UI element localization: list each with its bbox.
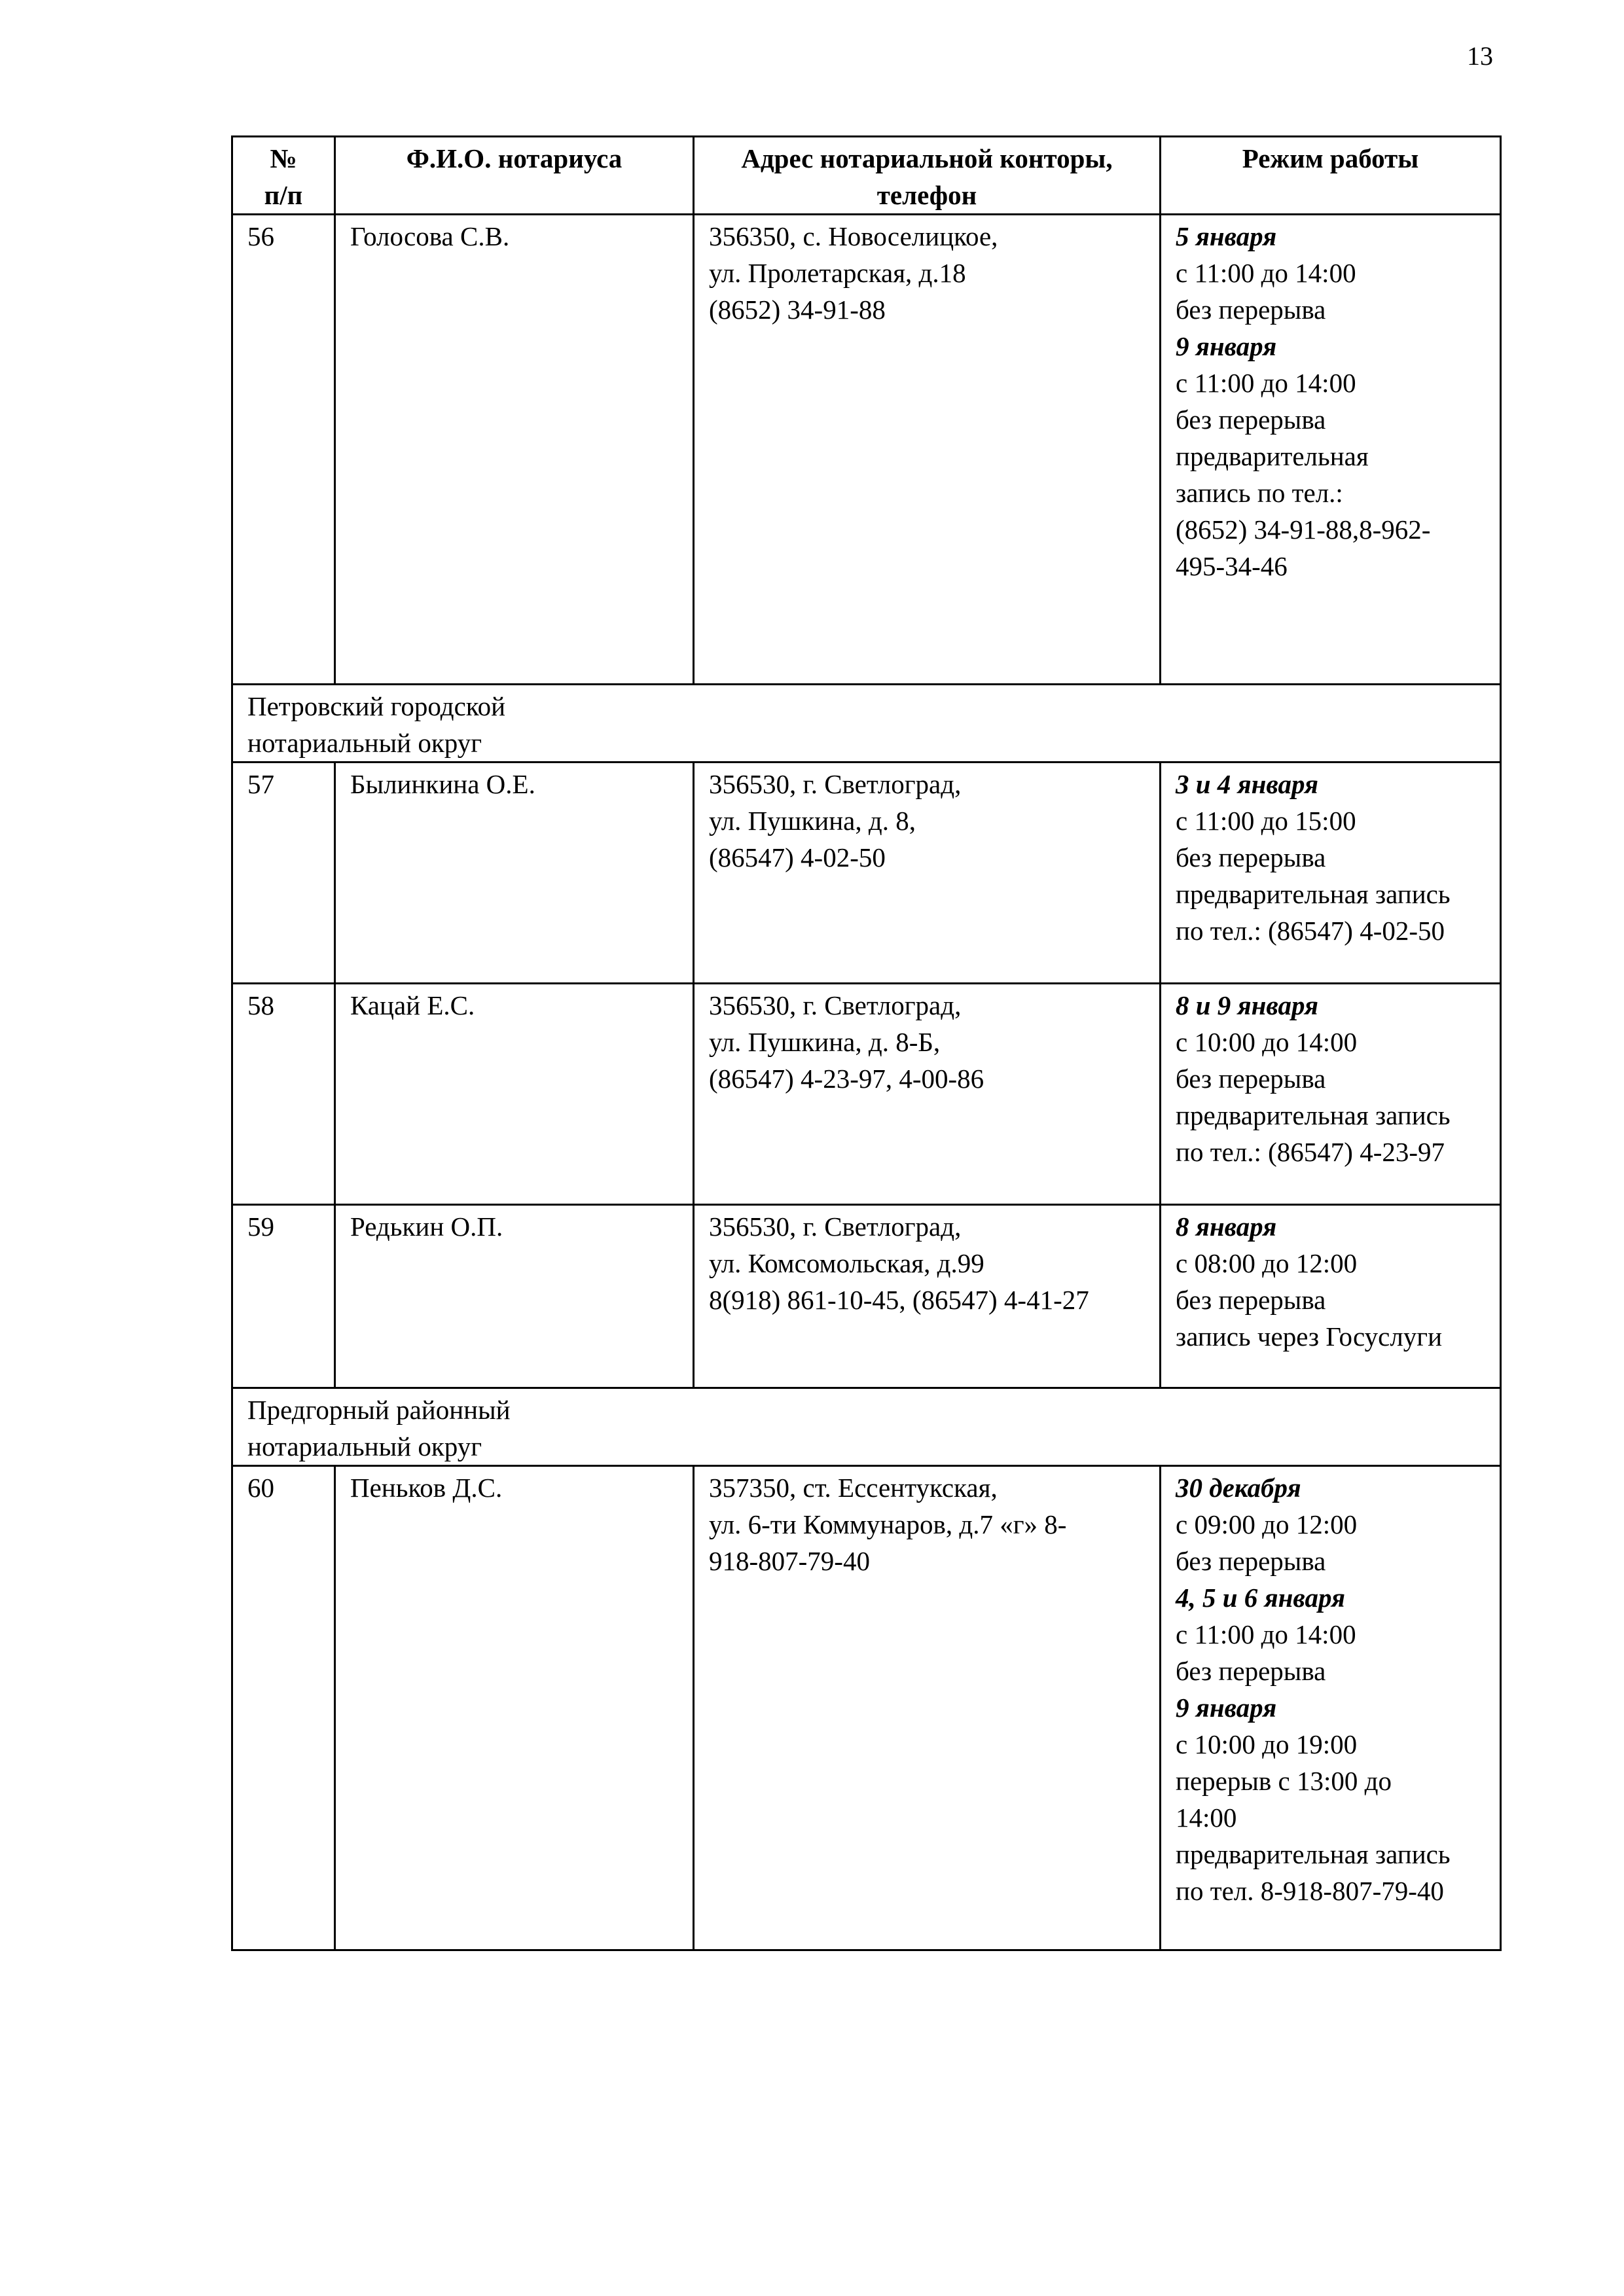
notary-name: Редькин О.П. — [335, 1205, 694, 1388]
schedule-line: по тел.: (86547) 4-02-50 — [1176, 916, 1445, 946]
notary-name: Пеньков Д.С. — [335, 1466, 694, 1950]
address-line: 356530, г. Светлоград, — [709, 769, 962, 799]
group-row — [232, 685, 1501, 762]
work-schedule — [1161, 984, 1501, 1205]
row-number: 60 — [232, 1466, 335, 1950]
schedule-line: запись через Госуслуги — [1176, 1321, 1443, 1352]
address-line: 357350, ст. Ессентукская, — [709, 1473, 998, 1503]
schedule-line: с 11:00 до 15:00 — [1176, 806, 1356, 836]
schedule-date: 4, 5 и 6 января — [1176, 1583, 1346, 1613]
schedule-line: перерыв с 13:00 до — [1176, 1766, 1392, 1796]
header-schedule: Режим работы — [1161, 137, 1501, 215]
schedule-date: 30 декабря — [1176, 1473, 1301, 1503]
schedule-line: с 10:00 до 19:00 — [1176, 1729, 1358, 1759]
header-name: Ф.И.О. нотариуса — [335, 137, 694, 215]
schedule-line: 495-34-46 — [1176, 551, 1288, 581]
address-line: (86547) 4-23-97, 4-00-86 — [709, 1064, 984, 1094]
schedule-line: предварительная запись — [1176, 879, 1451, 909]
schedule-line: с 08:00 до 12:00 — [1176, 1248, 1358, 1278]
address-line: 356530, г. Светлоград, — [709, 1211, 962, 1242]
schedule-date: 5 января — [1176, 221, 1277, 251]
notary-name: Кацай Е.С. — [335, 984, 694, 1205]
schedule-date: 8 и 9 января — [1176, 990, 1319, 1020]
schedule-date: 9 января — [1176, 331, 1277, 361]
address-line: (86547) 4-02-50 — [709, 842, 886, 872]
schedule-line: с 11:00 до 14:00 — [1176, 368, 1356, 398]
address-line: 356530, г. Светлоград, — [709, 990, 962, 1020]
schedule-line: предварительная запись — [1176, 1839, 1451, 1869]
header-number — [232, 137, 335, 215]
district-heading-line: нотариальный округ — [247, 1431, 482, 1462]
schedule-line: без перерыва — [1176, 404, 1326, 435]
schedule-line: предварительная запись — [1176, 1100, 1451, 1130]
schedule-line: без перерыва — [1176, 1064, 1326, 1094]
schedule-line: по тел. 8-918-807-79-40 — [1176, 1876, 1444, 1906]
notary-name: Голосова С.В. — [335, 215, 694, 685]
address-line: 356350, с. Новоселицкое, — [709, 221, 998, 251]
schedule-line: с 11:00 до 14:00 — [1176, 1619, 1356, 1649]
row-number: 59 — [232, 1205, 335, 1388]
district-heading — [232, 685, 1501, 762]
address-line: 8(918) 861-10-45, (86547) 4-41-27 — [709, 1285, 1089, 1315]
notary-address — [694, 1205, 1161, 1388]
address-line: ул. Пушкина, д. 8, — [709, 806, 916, 836]
work-schedule — [1161, 1466, 1501, 1950]
schedule-line: без перерыва — [1176, 1656, 1326, 1686]
schedule-line: с 10:00 до 14:00 — [1176, 1027, 1358, 1057]
schedule-line: 14:00 — [1176, 1803, 1237, 1833]
row-number: 57 — [232, 762, 335, 984]
schedule-date: 8 января — [1176, 1211, 1277, 1242]
page-number: 13 — [1467, 41, 1493, 71]
notary-address — [694, 762, 1161, 984]
district-heading-line: Петровский городской — [247, 691, 506, 721]
schedule-line: (8652) 34-91-88,8-962- — [1176, 514, 1431, 545]
notary-address — [694, 215, 1161, 685]
address-line: 918-807-79-40 — [709, 1546, 870, 1576]
district-heading-line: нотариальный округ — [247, 728, 482, 758]
table-row — [232, 984, 1501, 1205]
schedule-line: с 11:00 до 14:00 — [1176, 258, 1356, 288]
schedule-line: по тел.: (86547) 4-23-97 — [1176, 1137, 1445, 1167]
schedule-line: без перерыва — [1176, 1546, 1326, 1576]
address-line: ул. Комсомольская, д.99 — [709, 1248, 984, 1278]
schedule-date: 9 января — [1176, 1693, 1277, 1723]
row-number: 58 — [232, 984, 335, 1205]
address-line: ул. Пролетарская, д.18 — [709, 258, 966, 288]
table-row — [232, 215, 1501, 685]
work-schedule — [1161, 762, 1501, 984]
notary-name: Былинкина О.Е. — [335, 762, 694, 984]
address-line: ул. 6-ти Коммунаров, д.7 «г» 8- — [709, 1509, 1067, 1539]
notary-address — [694, 1466, 1161, 1950]
header-number-line: п/п — [264, 180, 303, 210]
work-schedule — [1161, 215, 1501, 685]
address-line: (8652) 34-91-88 — [709, 295, 886, 325]
schedule-line: с 09:00 до 12:00 — [1176, 1509, 1358, 1539]
notary-address — [694, 984, 1161, 1205]
header-number-line: № — [270, 143, 297, 173]
header-address-line: телефон — [876, 180, 977, 210]
table-row — [232, 762, 1501, 984]
group-row — [232, 1388, 1501, 1466]
district-heading-line: Предгорный районный — [247, 1395, 511, 1425]
table-row — [232, 1466, 1501, 1950]
notary-table — [231, 135, 1502, 1951]
schedule-line: предварительная — [1176, 441, 1369, 471]
address-line: ул. Пушкина, д. 8-Б, — [709, 1027, 941, 1057]
table-row — [232, 1205, 1501, 1388]
schedule-date: 3 и 4 января — [1176, 769, 1319, 799]
table-header-row — [232, 137, 1501, 215]
schedule-line: запись по тел.: — [1176, 478, 1343, 508]
schedule-line: без перерыва — [1176, 295, 1326, 325]
header-address-line: Адрес нотариальной конторы, — [741, 143, 1113, 173]
work-schedule — [1161, 1205, 1501, 1388]
schedule-line: без перерыва — [1176, 842, 1326, 872]
schedule-line: без перерыва — [1176, 1285, 1326, 1315]
header-address — [694, 137, 1161, 215]
row-number: 56 — [232, 215, 335, 685]
district-heading — [232, 1388, 1501, 1466]
